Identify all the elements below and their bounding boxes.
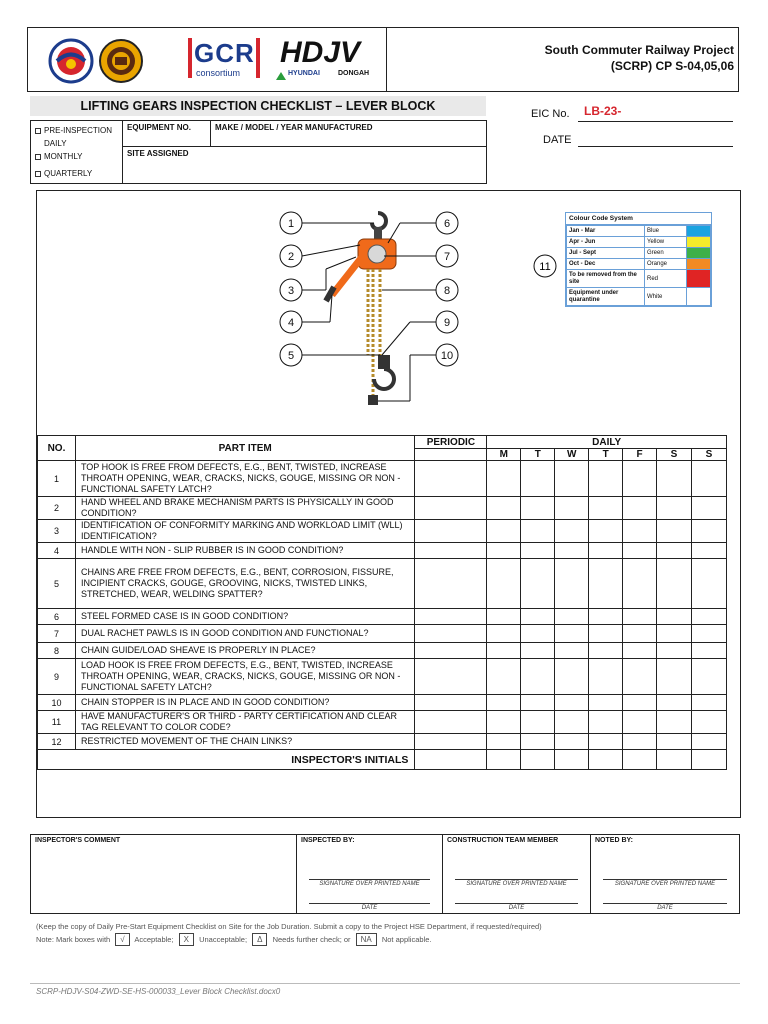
checkbox-icon — [35, 128, 41, 134]
check-cell[interactable] — [555, 543, 589, 559]
part-item: HAVE MANUFACTURER'S OR THIRD - PARTY CERTIFICATION AND CLEAR TAG RELEVANT TO COLOR CODE? — [75, 711, 414, 734]
check-cell[interactable] — [521, 497, 555, 520]
row-number: 9 — [38, 659, 76, 695]
initials-cell[interactable] — [623, 750, 657, 770]
eic-value: LB-23- — [584, 104, 622, 118]
callout-10: 10 — [440, 350, 454, 362]
check-cell[interactable] — [623, 543, 657, 559]
signature-section — [30, 834, 740, 914]
check-cell[interactable] — [521, 543, 555, 559]
table-row — [38, 609, 727, 625]
check-cell[interactable] — [691, 543, 726, 559]
initials-cell[interactable] — [521, 750, 555, 770]
check-cell[interactable] — [589, 659, 623, 695]
inspected-by-box[interactable] — [297, 835, 443, 913]
colour-name: Orange — [645, 259, 687, 270]
part-item: HAND WHEEL AND BRAKE MECHANISM PARTS IS PHYSICALLY IN GOOD CONDITION? — [75, 497, 414, 520]
date-line: DATE — [603, 903, 727, 911]
check-cell[interactable] — [521, 461, 555, 497]
col-periodic-header: PERIODIC — [415, 436, 487, 449]
check-cell[interactable] — [415, 559, 487, 609]
table-row — [38, 520, 727, 543]
part-item: CHAINS ARE FREE FROM DEFECTS, E.G., BENT, CORROSION, FISSURE, INCIPIENT CRACKS, GOUGE, GROOVING, NICKS, TWISTED LINKS, STRETCHED, WEAR, WELDING SPATTER? — [75, 559, 414, 609]
check-cell[interactable] — [487, 497, 521, 520]
note-line-1: (Keep the copy of Daily Pre-Start Equipment Checklist on Site for the Job Duration. Submit a copy to the Project HSE Department, if requested/required) — [36, 922, 542, 931]
hdjv-logo — [276, 36, 386, 84]
checkbox-icon — [35, 171, 41, 177]
colour-swatch — [687, 288, 711, 306]
table-row — [38, 643, 727, 659]
colour-period: To be removed from the site — [567, 270, 645, 288]
check-cell[interactable] — [589, 609, 623, 625]
diagram-callouts — [270, 205, 470, 415]
check-cell[interactable] — [623, 497, 657, 520]
check-cell[interactable] — [415, 543, 487, 559]
date-label: DATE — [543, 134, 572, 146]
part-item: STEEL FORMED CASE IS IN GOOD CONDITION? — [75, 609, 414, 625]
noted-by-label: NOTED BY: — [595, 837, 633, 844]
initials-cell[interactable] — [555, 750, 589, 770]
check-cell[interactable] — [623, 711, 657, 734]
check-cell[interactable] — [691, 659, 726, 695]
colour-swatch — [687, 248, 711, 259]
check-cell[interactable] — [415, 643, 487, 659]
check-cell[interactable] — [691, 643, 726, 659]
check-cell[interactable] — [487, 543, 521, 559]
day-header: F — [623, 449, 657, 461]
callout-2: 2 — [287, 251, 295, 263]
check-cell[interactable] — [555, 625, 589, 643]
check-cell[interactable] — [657, 734, 692, 750]
check-cell[interactable] — [623, 461, 657, 497]
colour-code-row — [567, 288, 711, 306]
hyundai-triangle-icon — [276, 72, 286, 80]
part-item: HANDLE WITH NON - SLIP RUBBER IS IN GOOD CONDITION? — [75, 543, 414, 559]
project-title — [408, 42, 738, 74]
day-header: S — [657, 449, 692, 461]
colour-code-row — [567, 259, 711, 270]
check-cell[interactable] — [555, 461, 589, 497]
check-cell[interactable] — [589, 711, 623, 734]
check-cell[interactable] — [487, 520, 521, 543]
signature-line: SIGNATURE OVER PRINTED NAME — [603, 879, 727, 887]
check-cell[interactable] — [555, 643, 589, 659]
check-cell[interactable] — [487, 659, 521, 695]
day-header: W — [555, 449, 589, 461]
check-cell[interactable] — [415, 695, 487, 711]
col-no-header: NO. — [38, 436, 76, 461]
row-number: 7 — [38, 625, 76, 643]
make-model-label: MAKE / MODEL / YEAR MANUFACTURED — [215, 123, 373, 132]
note-line-2: Note: Mark boxes with √ Acceptable; X Unacceptable; Δ Needs further check; or NA Not applicable. — [36, 935, 432, 944]
colour-code-row — [567, 248, 711, 259]
dotr-seal-logo — [48, 38, 94, 84]
colour-code-row — [567, 226, 711, 237]
colour-name: Red — [645, 270, 687, 288]
check-cell[interactable] — [555, 497, 589, 520]
callout-9: 9 — [443, 317, 451, 329]
hdjv-logo-text: HDJV — [280, 36, 361, 69]
check-cell[interactable] — [555, 659, 589, 695]
callout-11: 11 — [539, 261, 551, 273]
check-cell[interactable] — [657, 609, 692, 625]
check-cell[interactable] — [415, 520, 487, 543]
part-item: DUAL RACHET PAWLS IS IN GOOD CONDITION AND FUNCTIONAL? — [75, 625, 414, 643]
table-row — [38, 695, 727, 711]
check-cell[interactable] — [623, 643, 657, 659]
check-cell[interactable] — [623, 734, 657, 750]
date-line: DATE — [309, 903, 430, 911]
check-cell[interactable] — [623, 659, 657, 695]
check-cell[interactable] — [521, 734, 555, 750]
table-row — [38, 734, 727, 750]
check-cell[interactable] — [623, 695, 657, 711]
colour-swatch — [687, 237, 711, 248]
check-cell[interactable] — [415, 711, 487, 734]
check-cell[interactable] — [589, 643, 623, 659]
check-cell[interactable] — [555, 609, 589, 625]
row-number: 3 — [38, 520, 76, 543]
callout-7: 7 — [443, 251, 451, 263]
callout-11-badge — [533, 254, 557, 278]
date-field[interactable] — [578, 131, 733, 147]
table-row — [38, 461, 727, 497]
equipment-no-field[interactable] — [123, 121, 211, 147]
check-mark-icon: √ — [115, 933, 129, 946]
colour-code-table — [565, 212, 712, 307]
check-cell[interactable] — [487, 734, 521, 750]
signature-line: SIGNATURE OVER PRINTED NAME — [309, 879, 430, 887]
eic-label: EIC No. — [531, 108, 570, 120]
part-item: LOAD HOOK IS FREE FROM DEFECTS, E.G., BENT, TWISTED, INCREASE THROATH OPENING, WEAR, CRACKS, NICKS, GOUGE, MISSING OR NON - FUNCTIONAL SAFETY LATCH? — [75, 659, 414, 695]
check-cell[interactable] — [415, 659, 487, 695]
equipment-info-form — [30, 120, 487, 184]
initials-cell[interactable] — [657, 750, 692, 770]
colour-name: White — [645, 288, 687, 306]
day-header: T — [521, 449, 555, 461]
periodic-subcell — [415, 449, 487, 461]
x-mark-icon: X — [179, 933, 194, 946]
checklist-table — [37, 435, 727, 770]
hyundai-text: HYUNDAI — [288, 70, 320, 77]
colour-name: Blue — [645, 226, 687, 237]
check-cell[interactable] — [623, 625, 657, 643]
table-row — [38, 559, 727, 609]
check-cell[interactable] — [589, 497, 623, 520]
check-cell[interactable] — [691, 559, 726, 609]
callout-8: 8 — [443, 285, 451, 297]
colour-code-row — [567, 237, 711, 248]
check-cell[interactable] — [415, 461, 487, 497]
row-number: 12 — [38, 734, 76, 750]
check-cell[interactable] — [555, 711, 589, 734]
colour-period: Apr - Jun — [567, 237, 645, 248]
check-cell[interactable] — [555, 695, 589, 711]
callout-3: 3 — [287, 285, 295, 297]
project-line-1: South Commuter Railway Project — [544, 43, 734, 57]
callout-1: 1 — [287, 218, 295, 230]
check-cell[interactable] — [691, 609, 726, 625]
table-row — [38, 711, 727, 734]
callout-5: 5 — [287, 350, 295, 362]
inspected-by-label: INSPECTED BY: — [301, 837, 355, 844]
check-cell[interactable] — [589, 559, 623, 609]
check-cell[interactable] — [521, 609, 555, 625]
check-cell[interactable] — [589, 520, 623, 543]
delta-mark-icon: Δ — [252, 933, 267, 946]
colour-code-row — [567, 270, 711, 288]
na-mark-icon: NA — [356, 933, 377, 946]
eic-field[interactable] — [578, 104, 733, 122]
construction-team-box[interactable] — [443, 835, 591, 913]
check-cell[interactable] — [657, 461, 692, 497]
colour-name: Green — [645, 248, 687, 259]
freq-pre-inspection[interactable]: PRE-INSPECTION — [35, 124, 118, 137]
equipment-no-label: EQUIPMENT NO. — [127, 123, 192, 132]
initials-cell[interactable] — [589, 750, 623, 770]
check-cell[interactable] — [691, 461, 726, 497]
freq-daily[interactable]: DAILY — [44, 139, 67, 148]
check-cell[interactable] — [623, 609, 657, 625]
freq-quarterly[interactable]: QUARTERLY — [35, 167, 118, 180]
check-cell[interactable] — [657, 497, 692, 520]
check-cell[interactable] — [487, 559, 521, 609]
consortium-text: consortium — [196, 68, 241, 78]
check-cell[interactable] — [657, 559, 692, 609]
check-cell[interactable] — [691, 520, 726, 543]
check-cell[interactable] — [487, 643, 521, 659]
check-cell[interactable] — [691, 734, 726, 750]
part-item: IDENTIFICATION OF CONFORMITY MARKING AND WORKLOAD LIMIT (WLL) IDENTIFICATION? — [75, 520, 414, 543]
site-assigned-label: SITE ASSIGNED — [127, 149, 189, 158]
colour-name: Yellow — [645, 237, 687, 248]
check-cell[interactable] — [415, 625, 487, 643]
site-assigned-field[interactable] — [123, 147, 486, 183]
check-cell[interactable] — [657, 659, 692, 695]
inspector-comment-label: INSPECTOR'S COMMENT — [35, 837, 121, 844]
check-cell[interactable] — [521, 625, 555, 643]
part-item: TOP HOOK IS FREE FROM DEFECTS, E.G., BENT, TWISTED, INCREASE THROATH OPENING, WEAR, CRACKS, NICKS, GOUGE, MISSING OR NON - FUNCTIONAL SAFETY LATCH? — [75, 461, 414, 497]
colour-period: Oct - Dec — [567, 259, 645, 270]
row-number: 10 — [38, 695, 76, 711]
initials-row — [38, 750, 727, 770]
check-cell[interactable] — [555, 734, 589, 750]
check-cell[interactable] — [657, 520, 692, 543]
check-cell[interactable] — [589, 625, 623, 643]
callout-4: 4 — [287, 317, 295, 329]
col-daily-header: DAILY — [487, 436, 727, 449]
row-number: 8 — [38, 643, 76, 659]
check-cell[interactable] — [521, 695, 555, 711]
table-row — [38, 659, 727, 695]
project-line-2: (SCRP) CP S-04,05,06 — [610, 59, 734, 73]
checkbox-icon — [35, 154, 41, 160]
construction-team-label: CONSTRUCTION TEAM MEMBER — [447, 837, 559, 844]
check-cell[interactable] — [589, 695, 623, 711]
check-cell[interactable] — [589, 543, 623, 559]
footer-divider — [30, 983, 740, 984]
colour-swatch — [687, 270, 711, 288]
initials-cell[interactable] — [415, 750, 487, 770]
colour-swatch — [687, 226, 711, 237]
check-cell[interactable] — [521, 659, 555, 695]
part-item: RESTRICTED MOVEMENT OF THE CHAIN LINKS? — [75, 734, 414, 750]
part-item: CHAIN GUIDE/LOAD SHEAVE IS PROPERLY IN PLACE? — [75, 643, 414, 659]
frequency-column — [31, 121, 123, 183]
check-cell[interactable] — [657, 695, 692, 711]
check-cell[interactable] — [657, 543, 692, 559]
check-cell[interactable] — [415, 609, 487, 625]
date-line: DATE — [455, 903, 578, 911]
colour-period: Jul - Sept — [567, 248, 645, 259]
check-cell[interactable] — [487, 461, 521, 497]
check-cell[interactable] — [589, 461, 623, 497]
check-cell[interactable] — [691, 711, 726, 734]
check-cell[interactable] — [691, 497, 726, 520]
row-number: 6 — [38, 609, 76, 625]
check-cell[interactable] — [521, 643, 555, 659]
pnr-seal-logo — [98, 38, 144, 84]
freq-monthly[interactable]: MONTHLY — [35, 150, 118, 163]
checklist-title: LIFTING GEARS INSPECTION CHECKLIST – LEVER BLOCK — [30, 96, 486, 116]
gcr-logo — [188, 38, 264, 82]
document-header — [27, 27, 739, 92]
header-divider — [386, 28, 387, 91]
check-cell[interactable] — [415, 497, 487, 520]
colour-code-title: Colour Code System — [566, 213, 711, 225]
inspector-initials-label: INSPECTOR'S INITIALS — [38, 750, 415, 770]
part-item: CHAIN STOPPER IS IN PLACE AND IN GOOD CONDITION? — [75, 695, 414, 711]
check-cell[interactable] — [521, 711, 555, 734]
row-number: 1 — [38, 461, 76, 497]
check-cell[interactable] — [657, 625, 692, 643]
col-part-header: PART ITEM — [75, 436, 414, 461]
dongah-text: DONGAH — [338, 70, 370, 77]
check-cell[interactable] — [487, 695, 521, 711]
row-number: 4 — [38, 543, 76, 559]
check-cell[interactable] — [623, 520, 657, 543]
check-cell[interactable] — [555, 559, 589, 609]
day-header: M — [487, 449, 521, 461]
footer-filename: SCRP-HDJV-S04-ZWD-SE-HS-000033_Lever Block Checklist.docx0 — [36, 987, 281, 996]
table-row — [38, 543, 727, 559]
signature-line: SIGNATURE OVER PRINTED NAME — [455, 879, 578, 887]
table-row — [38, 497, 727, 520]
check-cell[interactable] — [521, 559, 555, 609]
check-cell[interactable] — [691, 625, 726, 643]
check-cell[interactable] — [623, 559, 657, 609]
check-cell[interactable] — [487, 711, 521, 734]
initials-cell[interactable] — [691, 750, 726, 770]
check-cell[interactable] — [657, 711, 692, 734]
row-number: 11 — [38, 711, 76, 734]
check-cell[interactable] — [657, 643, 692, 659]
day-header: T — [589, 449, 623, 461]
check-cell[interactable] — [415, 734, 487, 750]
noted-by-box[interactable] — [591, 835, 739, 913]
check-cell[interactable] — [555, 520, 589, 543]
table-row — [38, 625, 727, 643]
check-cell[interactable] — [487, 625, 521, 643]
check-cell[interactable] — [691, 695, 726, 711]
check-cell[interactable] — [589, 734, 623, 750]
colour-period: Jan - Mar — [567, 226, 645, 237]
check-cell[interactable] — [521, 520, 555, 543]
check-cell[interactable] — [487, 609, 521, 625]
colour-period: Equipment under quarantine — [567, 288, 645, 306]
inspector-comment-box[interactable] — [31, 835, 297, 913]
row-number: 5 — [38, 559, 76, 609]
row-number: 2 — [38, 497, 76, 520]
make-model-field[interactable] — [211, 121, 486, 147]
gcr-logo-text: GCR — [194, 38, 255, 68]
initials-cell[interactable] — [487, 750, 521, 770]
day-header: S — [691, 449, 726, 461]
colour-swatch — [687, 259, 711, 270]
callout-6: 6 — [443, 218, 451, 230]
